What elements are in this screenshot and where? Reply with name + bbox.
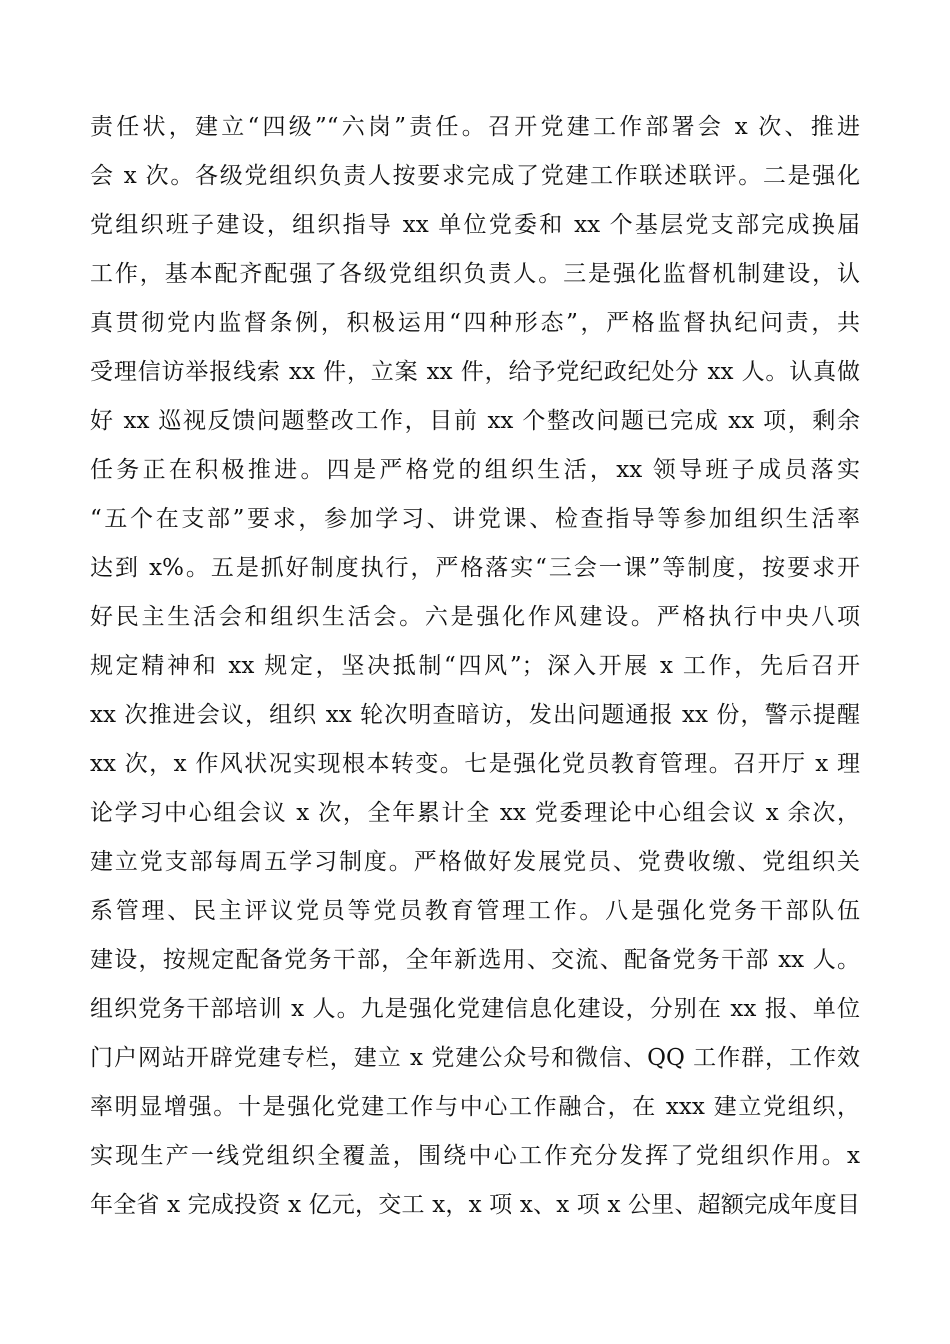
text-line-23: 年全省 x 完成投资 x 亿元，交工 x，x 项 x、x 项 x 公里、超额完成年度目: [90, 1192, 860, 1218]
text-line-10: 达到 x%。五是抓好制度执行，严格落实“三会一课”等制度，按要求开: [90, 555, 860, 581]
text-line-13: xx 次推进会议，组织 xx 轮次明查暗访，发出问题通报 xx 份，警示提醒: [90, 702, 860, 728]
text-line-15: 论学习中心组会议 x 次，全年累计全 xx 党委理论中心组会议 x 余次，: [90, 800, 860, 826]
text-line-1: 责任状，建立“四级”“六岗”责任。召开党建工作部署会 x 次、推进: [90, 114, 860, 140]
text-line-7: 好 xx 巡视反馈问题整改工作，目前 xx 个整改问题已完成 xx 项，剩余: [90, 408, 860, 434]
text-line-16: 建立党支部每周五学习制度。严格做好发展党员、党费收缴、党组织关: [90, 849, 860, 875]
text-line-22: 实现生产一线党组织全覆盖，围绕中心工作充分发挥了党组织作用。x: [90, 1143, 860, 1169]
text-line-2: 会 x 次。各级党组织负责人按要求完成了党建工作联述联评。二是强化: [90, 163, 860, 189]
text-line-18: 建设，按规定配备党务干部，全年新选用、交流、配备党务干部 xx 人。: [90, 947, 860, 973]
text-line-12: 规定精神和 xx 规定，坚决抵制“四风”；深入开展 x 工作，先后召开: [90, 653, 860, 679]
body-text: [90, 103, 860, 1230]
text-line-17: 系管理、民主评议党员等党员教育管理工作。八是强化党务干部队伍: [90, 898, 860, 924]
text-line-20: 门户网站开辟党建专栏，建立 x 党建公众号和微信、QQ 工作群，工作效: [90, 1045, 860, 1071]
text-line-19: 组织党务干部培训 x 人。九是强化党建信息化建设，分别在 xx 报、单位: [90, 996, 860, 1022]
text-line-11: 好民主生活会和组织生活会。六是强化作风建设。严格执行中央八项: [90, 604, 860, 630]
text-line-6: 受理信访举报线索 xx 件，立案 xx 件，给予党纪政纪处分 xx 人。认真做: [90, 359, 860, 385]
text-line-4: 工作，基本配齐配强了各级党组织负责人。三是强化监督机制建设，认: [90, 261, 860, 287]
text-line-9: “五个在支部”要求，参加学习、讲党课、检查指导等参加组织生活率: [90, 506, 860, 532]
text-line-21: 率明显增强。十是强化党建工作与中心工作融合，在 xxx 建立党组织，: [90, 1094, 860, 1120]
text-line-14: xx 次，x 作风状况实现根本转变。七是强化党员教育管理。召开厅 x 理: [90, 751, 860, 777]
text-line-3: 党组织班子建设，组织指导 xx 单位党委和 xx 个基层党支部完成换届: [90, 212, 860, 238]
text-line-5: 真贯彻党内监督条例，积极运用“四种形态”，严格监督执纪问责，共: [90, 310, 860, 336]
text-line-8: 任务正在积极推进。四是严格党的组织生活，xx 领导班子成员落实: [90, 457, 860, 483]
